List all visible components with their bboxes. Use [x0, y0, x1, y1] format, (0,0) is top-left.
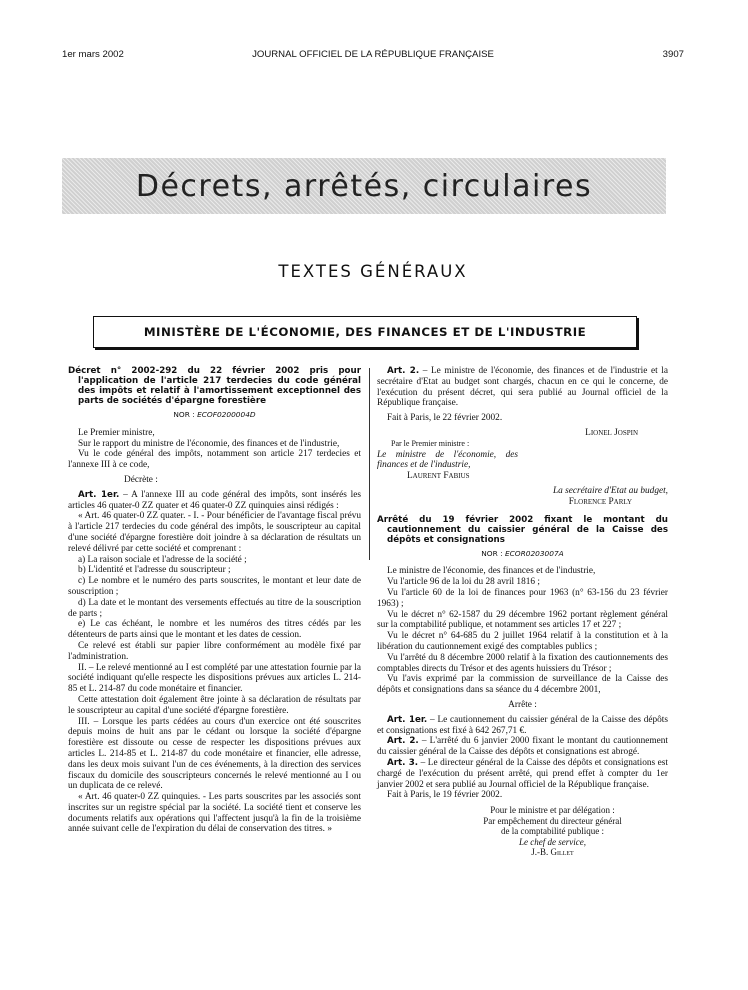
arrete-art1-label: Art. 1er. — [387, 714, 428, 725]
arrete-sig-1: Pour le ministre et par délégation : — [490, 805, 615, 816]
decree-preamble-2: Sur le rapport du ministre de l'économie, des finances et de l'industrie, — [78, 438, 340, 449]
decree-signer: Lionel Jospin — [585, 427, 638, 438]
decree-item-a: a) La raison sociale et l'adresse de la société ; — [78, 554, 247, 565]
decree-para-2: II. – Le relevé mentionné au I est complété par une attestation fournie par la société indiquant qu'elle respecte les dispositions prévues aux articles L. 214-85 et L. 214-87 du code monétaire et financier. — [68, 662, 361, 695]
decree-item-b: b) L'identité et l'adresse du souscripteur ; — [78, 565, 231, 576]
decree-para-2b: Cette attestation doit également être jointe à sa déclaration de résultats par le souscripteur au capital d'une société d'épargne forestière. — [68, 694, 361, 716]
arrete-sig-2: Par empêchement du directeur général — [483, 815, 622, 826]
decree-releve: Ce relevé est établi sur papier libre conformément au modèle fixé par l'administration. — [68, 640, 361, 662]
decree-para-3: III. – Lorsque les parts cédées au cours d'un exercice ont été souscrites depuis moins de huit ans par le cédant ou lorsque la société d'épargne forestière est dissoute ou cesse de respecter les dispositions prévues aux articles L. 214-85 et L. 214-87 du code monétaire et financier, elle adresse, dans les deux mois suivant l'un de ces événements, à la direction des services fiscaux du domicile des souscripteurs concernés le relevé mentionné au I ou un duplicata de ce relevé. — [68, 716, 361, 792]
decree-item-c: c) Le nombre et le numéro des parts souscrites, le montant et leur date de souscription ; — [68, 576, 361, 597]
decree-item-d: d) La date et le montant des versements effectués au titre de la souscription de parts ; — [68, 597, 361, 619]
arrete-preamble-5: Vu le décret n° 64-685 du 2 juillet 1964 relatif à la constitution et à la libération du cautionnement exigé des comptables publics ; — [377, 631, 668, 652]
arrete-sig-3: de la comptabilité publique : — [501, 826, 604, 837]
decree-secretary-title: La secrétaire d'Etat au budget, — [553, 485, 668, 496]
left-column — [68, 366, 361, 835]
decree-title: Décret n° 2002-292 du 22 février 2002 pris pour l'application de l'article 217 terdecies du code général des impôts et relatif à l'amortissement exceptionnel des parts de sociétés d'épargne forestière — [68, 366, 361, 406]
page-header — [62, 49, 684, 63]
ministry-name: MINISTÈRE DE L'ÉCONOMIE, DES FINANCES ET DE L'INDUSTRIE — [143, 325, 587, 339]
decree-by-pm: Par le Premier ministre : — [391, 438, 470, 448]
arrete-preamble-7: Vu l'avis exprimé par la commission de surveillance de la Caisse des dépôts et consignations dans sa séance du 4 décembre 2001, — [377, 674, 668, 696]
arrete-article-3 — [377, 758, 668, 790]
column-divider — [369, 368, 370, 560]
arrete-article-2 — [377, 736, 668, 758]
decree-done: Fait à Paris, le 22 février 2002. — [387, 413, 503, 424]
banner-title: Décrets, arrêtés, circulaires — [135, 168, 593, 204]
decree-preamble-1: Le Premier ministre, — [78, 427, 155, 438]
decree-art46-intro: « Art. 46 quater-0 ZZ quater. - I. - Pour bénéficier de l'avantage fiscal prévu à l'article 217 terdecies du code général des impôts, le souscripteur au capital d'une société d'épargne forestière doit joindre à sa déclaration de résultats un relevé délivré par cette société et comprenant : — [68, 511, 361, 554]
decree-decrete: Décrète : — [124, 474, 158, 485]
arrete-article-1 — [377, 715, 668, 737]
arrete-signature-block — [437, 805, 668, 858]
arrete-art1-text: – Le cautionnement du caissier général de la Caisse des dépôts et consignations est fixé à 642 267,71 €. — [377, 714, 668, 736]
decree-article-2 — [377, 366, 668, 409]
arrete-nor-code: ECOR0203007A — [504, 548, 564, 558]
decree-art2-text: – Le ministre de l'économie, des finances et de l'industrie et la secrétaire d'Etat au budget sont chargés, chacun en ce qui le concerne, de l'exécution du présent décret, qui sera publié au Journal officiel de la République française. — [377, 366, 668, 409]
section-title: TEXTES GÉNÉRAUX — [278, 262, 468, 281]
decree-minister-name: Laurent Fabius — [407, 471, 470, 482]
header-page-number: 3907 — [662, 49, 684, 60]
arrete-art3-text: – Le directeur général de la Caisse des dépôts et consignations est chargé de l'exécution du présent arrêté, qui prend effet à compter du 1er janvier 2002 et sera publié au Journal officiel de la République française. — [377, 757, 668, 790]
decree-art1-text: – A l'annexe III au code général des impôts, sont insérés les articles 46 quater-0 ZZ quater et 46 quater-0 ZZ quinquies ainsi rédigés : — [68, 489, 361, 511]
header-date: 1er mars 2002 — [62, 49, 124, 60]
arrete-preamble-2: Vu l'article 96 de la loi du 28 avril 1816 ; — [387, 577, 540, 588]
arrete-nor — [377, 549, 668, 560]
arrete-art3-label: Art. 3. — [387, 757, 419, 768]
right-column — [377, 366, 668, 858]
decree-item-e: e) Le cas échéant, le nombre et les numéros des titres cédés par les détenteurs de parts ainsi que le montant et les dates de cession. — [68, 619, 361, 641]
arrete-preamble-6: Vu l'arrêté du 8 décembre 2000 relatif à la fixation des cautionnements des comptables directs du Trésor et des agents huissiers du Trésor ; — [377, 652, 668, 674]
decree-minister-title: Le ministre de l'économie, des finances et de l'industrie, — [377, 449, 518, 471]
section-banner — [62, 158, 666, 214]
arrete-title: Arrêté du 19 février 2002 fixant le montant du cautionnement du caissier général de la Caisse des dépôts et consignations — [377, 514, 668, 545]
ministry-box — [93, 316, 637, 348]
decree-secretary-name: Florence Parly — [568, 496, 632, 507]
decree-art1-label: Art. 1er. — [78, 489, 120, 500]
arrete-arrete: Arrête : — [508, 699, 537, 710]
arrete-sig-4: Le chef de service, — [519, 836, 586, 847]
arrete-nor-label: NOR : — [481, 548, 503, 558]
decree-article-1 — [68, 490, 361, 512]
decree-preamble-3: Vu le code général des impôts, notamment son article 217 terdecies et l'annexe III à ce code, — [68, 449, 361, 471]
decree-nor-label: NOR : — [173, 410, 195, 419]
arrete-preamble-1: Le ministre de l'économie, des finances et de l'industrie, — [387, 566, 596, 577]
decree-nor-code: ECOF0200004D — [197, 410, 256, 419]
arrete-done: Fait à Paris, le 19 février 2002. — [387, 790, 503, 801]
arrete-preamble-3: Vu l'article 60 de la loi de finances pour 1963 (n° 63-156 du 23 février 1963) ; — [377, 587, 668, 609]
decree-nor — [68, 410, 361, 421]
arrete-sig-5: J.-B. Gillet — [531, 847, 574, 858]
header-journal-title: JOURNAL OFFICIEL DE LA RÉPUBLIQUE FRANÇAISE — [252, 49, 494, 60]
arrete-preamble-4: Vu le décret n° 62-1587 du 29 décembre 1962 portant règlement général sur la comptabilité publique, et notamment ses articles 17 et 227 ; — [377, 609, 668, 631]
arrete-art2-label: Art. 2. — [387, 736, 419, 747]
decree-art2-label: Art. 2. — [387, 366, 420, 376]
arrete-art2-text: – L'arrêté du 6 janvier 2000 fixant le montant du cautionnement du caissier général de la Caisse des dépôts et consignations est abrogé. — [377, 736, 668, 758]
decree-art46-quinquies: « Art. 46 quater-0 ZZ quinquies. - Les parts souscrites par les associés sont inscrites sur un registre spécial par la société. La société tient et conserve les documents relatifs aux opérations qui l'affectent jusqu'à la fin de la troisième année suivant celle de l'expiration du délai de conservation des titres. » — [68, 792, 361, 835]
